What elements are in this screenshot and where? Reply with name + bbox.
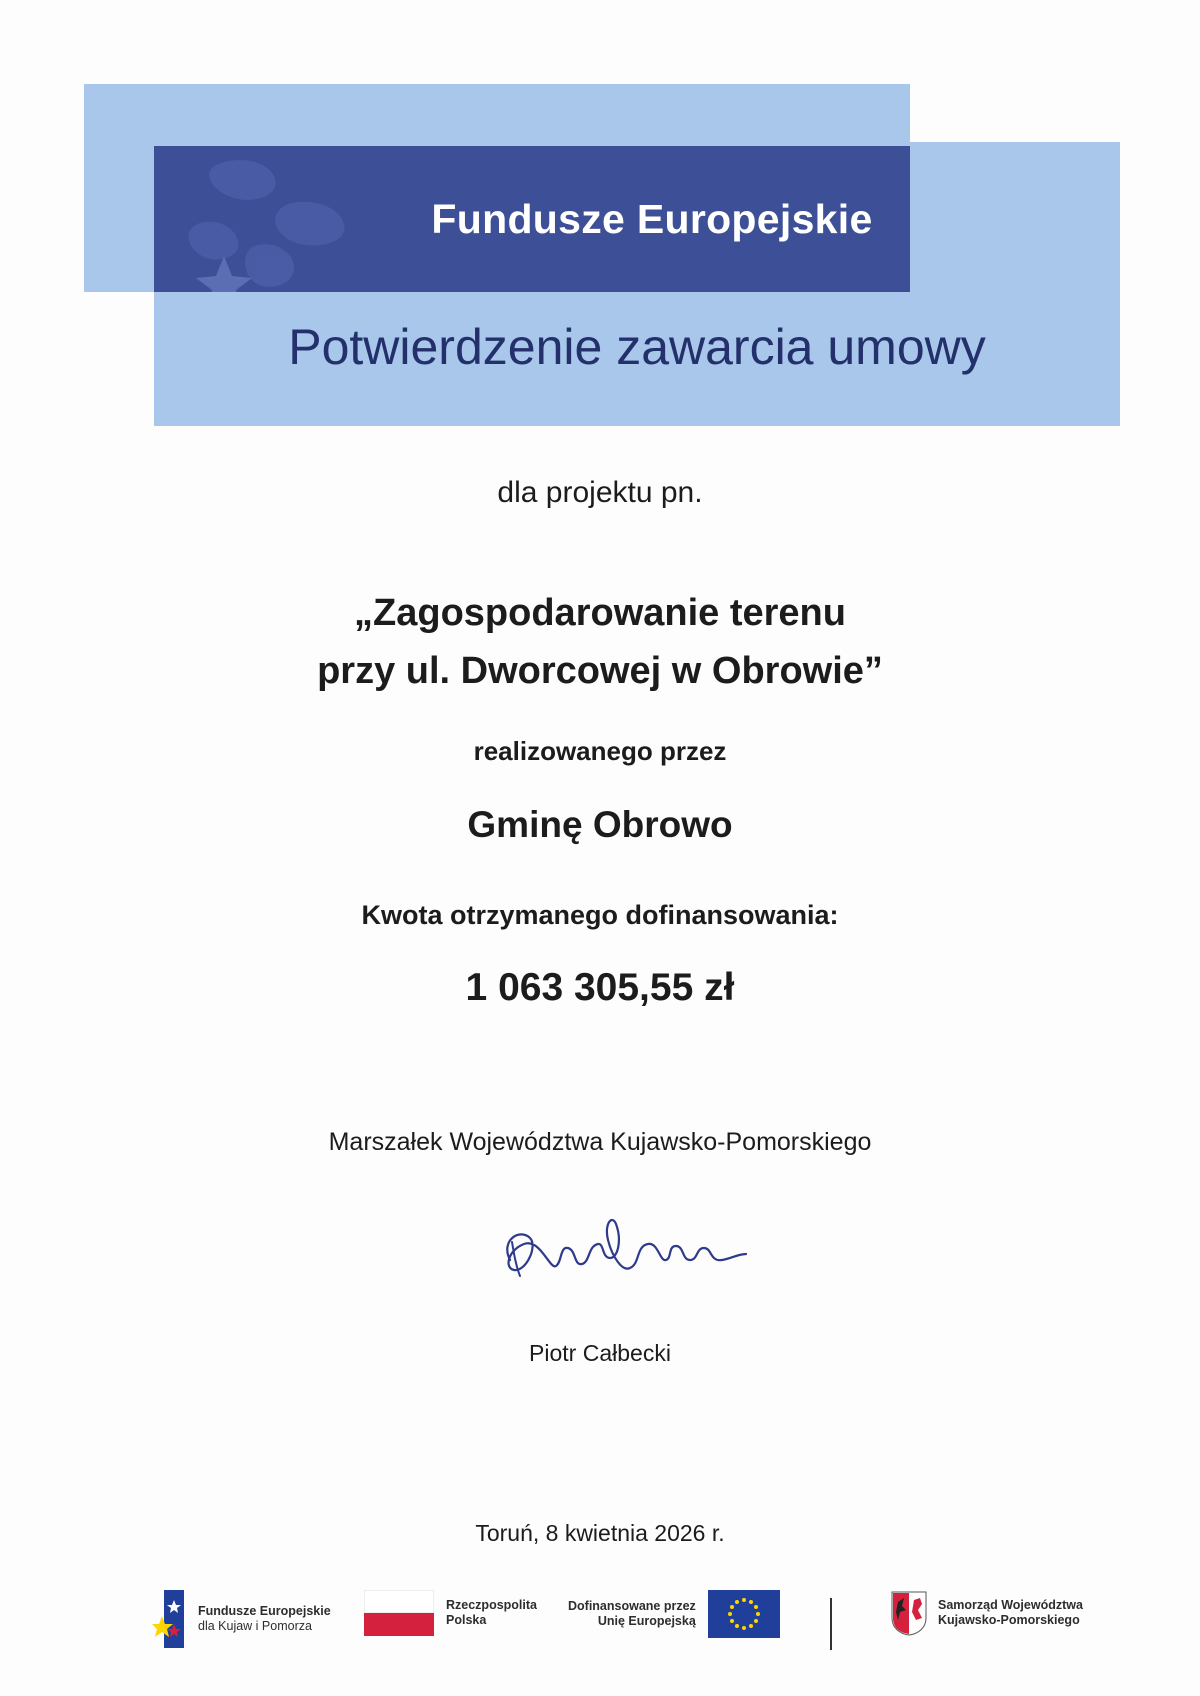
pl-logo-line-1: Rzeczpospolita	[446, 1598, 537, 1612]
signatory-office: Marszałek Województwa Kujawsko-Pomorskiego	[328, 1128, 872, 1156]
regional-coat-of-arms-icon	[890, 1590, 928, 1636]
regional-government-logo	[890, 1590, 1083, 1636]
date-place: Toruń, 8 kwietnia 2026 r.	[475, 1520, 725, 1546]
star-decoration-icon	[154, 146, 364, 292]
eu-logo-line-2: Unię Europejską	[597, 1614, 696, 1628]
project-name-line-2: przy ul. Dworcowej w Obrowie”	[317, 650, 883, 692]
polish-flag-icon	[364, 1590, 434, 1636]
fe-logo-line-2: dla Kujaw i Pomorza	[198, 1619, 312, 1633]
rzeczpospolita-polska-logo	[364, 1590, 537, 1636]
program-title: Fundusze Europejskie	[431, 195, 873, 242]
handwritten-signature	[490, 1210, 800, 1290]
eu-flag-icon	[708, 1590, 780, 1638]
pl-logo-line-2: Polska	[446, 1613, 487, 1627]
header-dark-box	[154, 146, 910, 292]
fe-logo-line-1: Fundusze Europejskie	[198, 1604, 331, 1618]
beneficiary-name: Gminę Obrowo	[467, 804, 733, 845]
amount-value: 1 063 305,55 zł	[465, 966, 735, 1009]
footer-separator	[830, 1598, 832, 1650]
project-name-line-1: „Zagospodarowanie terenu	[354, 592, 846, 634]
star-icon	[196, 256, 252, 292]
amount-label: Kwota otrzymanego dofinansowania:	[361, 900, 839, 930]
fe-star-logo-icon	[152, 1590, 186, 1648]
document-title: Potwierdzenie zawarcia umowy	[288, 319, 986, 375]
intro-text: dla projektu pn.	[497, 476, 703, 509]
eu-logo-line-1: Dofinansowane przez	[568, 1599, 696, 1613]
signatory-name: Piotr Całbecki	[529, 1340, 671, 1366]
eu-cofinancing-logo	[568, 1590, 780, 1638]
region-logo-line-1: Samorząd Województwa	[938, 1598, 1083, 1612]
region-logo-line-2: Kujawsko-Pomorskiego	[938, 1613, 1080, 1627]
realized-by-label: realizowanego przez	[473, 736, 727, 766]
fe-kujawy-pomorze-logo	[152, 1590, 331, 1648]
